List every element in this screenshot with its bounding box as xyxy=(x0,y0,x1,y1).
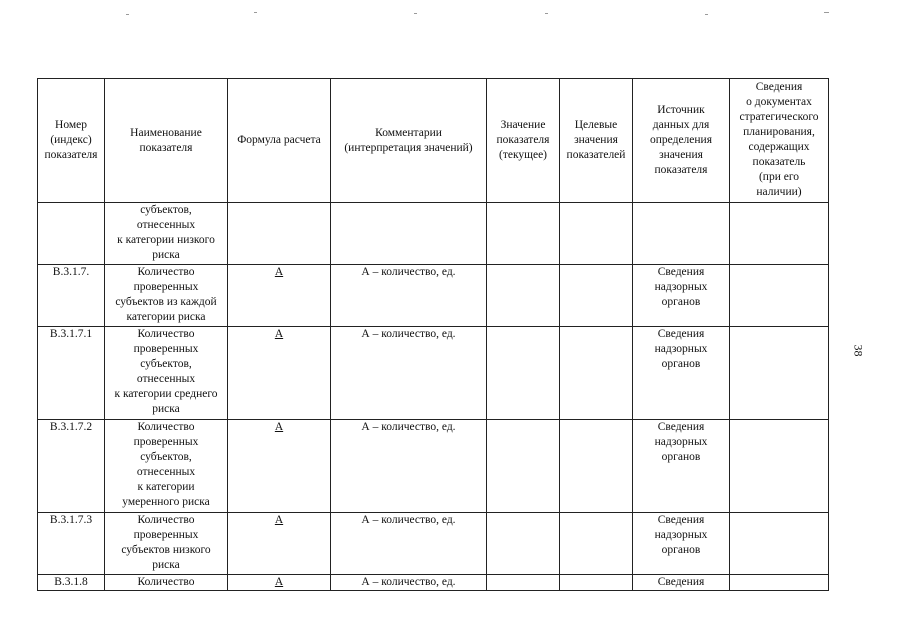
indicator-target-value xyxy=(560,575,633,591)
table-row xyxy=(38,327,829,420)
indicator-target-value xyxy=(560,420,633,513)
header-index: Номер (индекс) показателя xyxy=(38,79,105,203)
scan-mark xyxy=(414,13,417,14)
formula-text: А xyxy=(274,514,284,526)
header-name: Наименование показателя xyxy=(105,79,228,203)
indicator-source: Сведения надзорных органов xyxy=(633,327,730,420)
indicator-name: Количество проверенных субъектов, отнесенных к категории умеренного риска xyxy=(105,420,228,513)
indicator-current-value xyxy=(487,327,560,420)
indicators-table xyxy=(37,78,829,591)
indicator-docs xyxy=(730,327,829,420)
indicator-number xyxy=(38,203,105,265)
indicator-comment xyxy=(331,203,487,265)
indicator-comment: А – количество, ед. xyxy=(331,513,487,575)
indicator-target-value xyxy=(560,513,633,575)
indicator-number: В.3.1.7. xyxy=(38,265,105,327)
page-number: 38 xyxy=(851,344,866,357)
indicator-docs xyxy=(730,203,829,265)
indicator-name: Количество проверенных субъектов, отнесенных к категории среднего риска xyxy=(105,327,228,420)
indicator-name: Количество проверенных субъектов из каждой категории риска xyxy=(105,265,228,327)
indicator-source: Сведения надзорных органов xyxy=(633,513,730,575)
scan-mark xyxy=(824,12,829,13)
indicator-formula xyxy=(228,327,331,420)
formula-text: А xyxy=(274,576,284,588)
indicator-target-value xyxy=(560,327,633,420)
header-target-values: Целевые значения показателей xyxy=(560,79,633,203)
indicator-source xyxy=(633,203,730,265)
scan-mark xyxy=(545,13,548,14)
table-row xyxy=(38,203,829,265)
table-row xyxy=(38,575,829,591)
indicator-docs xyxy=(730,575,829,591)
header-comments: Комментарии (интерпретация значений) xyxy=(331,79,487,203)
indicator-name: Количество xyxy=(105,575,228,591)
indicator-name: Количество проверенных субъектов низкого риска xyxy=(105,513,228,575)
indicator-target-value xyxy=(560,203,633,265)
indicator-comment: А – количество, ед. xyxy=(331,327,487,420)
indicator-number: В.3.1.8 xyxy=(38,575,105,591)
header-data-source: Источник данных для определения значения показателя xyxy=(633,79,730,203)
indicator-number: В.3.1.7.1 xyxy=(38,327,105,420)
indicator-number: В.3.1.7.3 xyxy=(38,513,105,575)
table-row xyxy=(38,513,829,575)
indicator-formula xyxy=(228,265,331,327)
indicator-docs xyxy=(730,513,829,575)
formula-text: А xyxy=(274,328,284,340)
indicator-current-value xyxy=(487,513,560,575)
indicator-formula xyxy=(228,203,331,265)
indicator-source: Сведения надзорных органов xyxy=(633,265,730,327)
table-row xyxy=(38,420,829,513)
indicator-formula xyxy=(228,513,331,575)
indicator-current-value xyxy=(487,420,560,513)
scan-mark xyxy=(126,14,129,15)
scan-mark xyxy=(254,12,257,13)
indicator-comment: А – количество, ед. xyxy=(331,420,487,513)
header-current-value: Значение показателя (текущее) xyxy=(487,79,560,203)
header-planning-docs: Сведения о документах стратегического планирования, содержащих показатель (при его наличии) xyxy=(730,79,829,203)
indicator-target-value xyxy=(560,265,633,327)
indicator-source: Сведения надзорных органов xyxy=(633,420,730,513)
indicator-source: Сведения xyxy=(633,575,730,591)
indicator-current-value xyxy=(487,203,560,265)
indicator-comment: А – количество, ед. xyxy=(331,575,487,591)
indicator-name: субъектов, отнесенных к категории низкого риска xyxy=(105,203,228,265)
scan-mark xyxy=(705,14,708,15)
indicator-formula xyxy=(228,575,331,591)
indicator-current-value xyxy=(487,575,560,591)
indicator-formula xyxy=(228,420,331,513)
indicator-comment: А – количество, ед. xyxy=(331,265,487,327)
formula-text: А xyxy=(274,266,284,278)
indicator-number: В.3.1.7.2 xyxy=(38,420,105,513)
table-row xyxy=(38,265,829,327)
formula-text: А xyxy=(274,421,284,433)
indicator-docs xyxy=(730,420,829,513)
indicator-docs xyxy=(730,265,829,327)
header-formula: Формула расчета xyxy=(228,79,331,203)
indicator-current-value xyxy=(487,265,560,327)
header-row xyxy=(38,79,829,203)
